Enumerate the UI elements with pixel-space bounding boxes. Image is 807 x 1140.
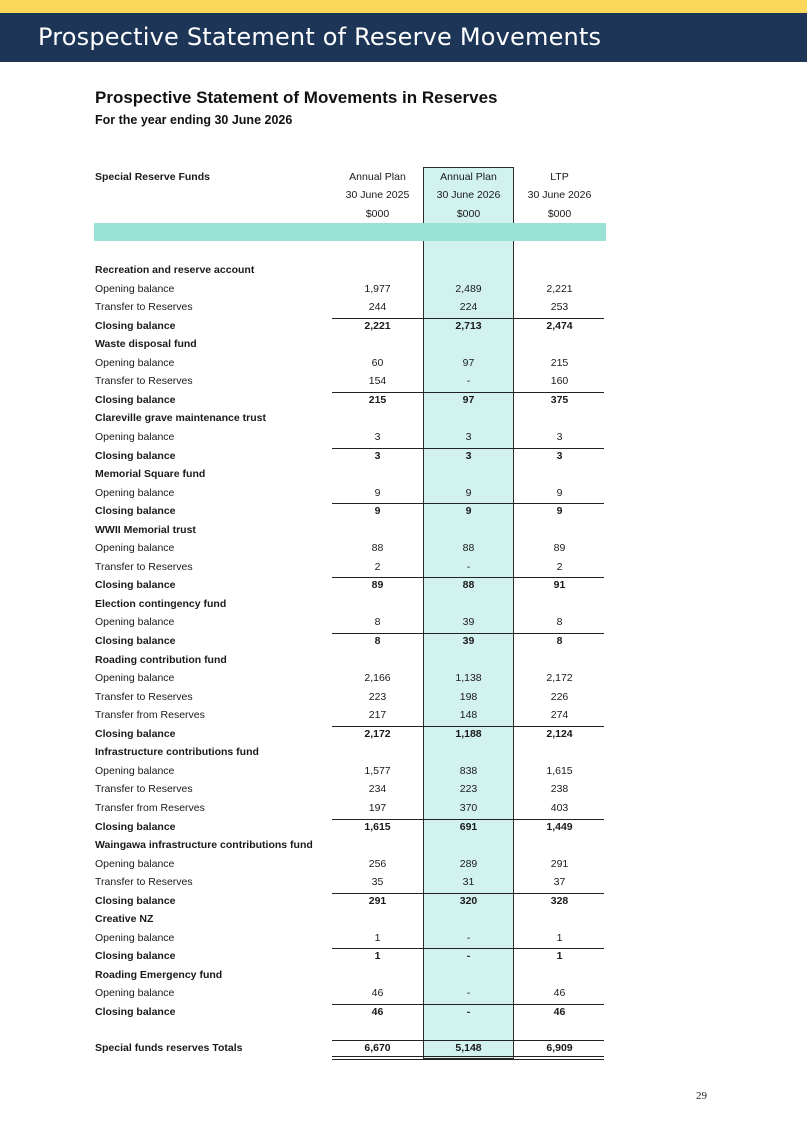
- banner-title: Prospective Statement of Reserve Movements: [38, 23, 602, 51]
- fund-name: Roading Emergency fund: [95, 968, 223, 981]
- cell-value-col2: -: [466, 931, 471, 944]
- row-label: Transfer to Reserves: [95, 560, 193, 573]
- cell-value-col3: 375: [550, 393, 569, 406]
- row-label: Opening balance: [95, 542, 175, 555]
- cell-value-col3: 2: [556, 560, 563, 573]
- rule-above: [332, 633, 604, 634]
- cell-value-col3: 8: [556, 635, 563, 647]
- row-label: Opening balance: [95, 356, 175, 369]
- row-label: Opening balance: [95, 616, 175, 629]
- table-row: [0, 355, 807, 373]
- cell-value-col1: 9: [374, 486, 381, 499]
- fund-heading-row: [0, 744, 807, 762]
- cell-value-col2: -: [466, 560, 471, 573]
- cell-value-col2: 1,138: [455, 672, 482, 685]
- table-row: [0, 763, 807, 781]
- row-label: Closing balance: [95, 894, 176, 907]
- row-label: Closing balance: [95, 319, 176, 332]
- cell-value-col2: 320: [459, 894, 478, 907]
- row-label: Closing balance: [95, 505, 176, 518]
- column-header-3-line1: LTP: [550, 171, 569, 183]
- table-row: [0, 299, 807, 317]
- fund-name: Creative NZ: [95, 913, 154, 926]
- row-label: Opening balance: [95, 672, 175, 685]
- table-row: [0, 689, 807, 707]
- cell-value-col3: 1: [556, 950, 563, 963]
- cell-value-col2: 97: [462, 356, 475, 369]
- cell-value-col2: -: [466, 987, 471, 1000]
- cell-value-col2: 370: [459, 801, 478, 814]
- cell-value-col1: 60: [371, 356, 384, 369]
- cell-value-col3: 238: [550, 783, 569, 796]
- row-label: Closing balance: [95, 449, 176, 462]
- cell-value-col1: 9: [374, 505, 381, 518]
- cell-value-col2: -: [466, 950, 471, 963]
- cell-value-col2: 5,148: [455, 1042, 482, 1054]
- table-row: [0, 856, 807, 874]
- fund-heading-row: [0, 837, 807, 855]
- row-label: Opening balance: [95, 857, 175, 870]
- row-label: Closing balance: [95, 727, 176, 740]
- cell-value-col3: 46: [553, 1006, 566, 1018]
- row-label: Transfer to Reserves: [95, 690, 193, 703]
- rule-above: [332, 1004, 604, 1005]
- rule-above: [332, 1040, 604, 1041]
- fund-name: Waingawa infrastructure contributions fund: [95, 839, 313, 852]
- cell-value-col1: 1,577: [364, 764, 391, 777]
- cell-value-col1: 89: [371, 579, 384, 592]
- row-label: Opening balance: [95, 486, 175, 499]
- cell-value-col2: 148: [459, 709, 478, 722]
- cell-value-col3: 1: [556, 931, 563, 944]
- cell-value-col2: 88: [462, 579, 475, 592]
- table-row: [0, 670, 807, 688]
- column-header-2-line2: 30 June 2026: [436, 189, 501, 201]
- cell-value-col1: 1: [374, 950, 381, 963]
- page-number: 29: [696, 1090, 707, 1102]
- cell-value-col3: 9: [556, 486, 563, 499]
- cell-value-col1: 6,670: [364, 1042, 391, 1054]
- row-label: Transfer to Reserves: [95, 876, 193, 889]
- cell-value-col3: 6,909: [546, 1042, 573, 1054]
- cell-value-col1: 197: [368, 801, 387, 814]
- column-header-1-line2: 30 June 2025: [345, 189, 410, 201]
- table-row: [0, 373, 807, 391]
- cell-value-col3: 160: [550, 375, 569, 388]
- cell-value-col3: 3: [556, 449, 563, 462]
- table-row: [0, 985, 807, 1003]
- totals-row: [0, 1040, 807, 1058]
- rule-above: [332, 503, 604, 504]
- fund-heading-row: [0, 522, 807, 540]
- cell-value-col2: -: [466, 1006, 471, 1018]
- row-label: Closing balance: [95, 820, 176, 833]
- totals-label: Special funds reserves Totals: [95, 1042, 243, 1054]
- rule-above: [332, 392, 604, 393]
- cell-value-col1: 223: [368, 690, 387, 703]
- cell-value-col3: 89: [553, 542, 566, 555]
- cell-value-col3: 226: [550, 690, 569, 703]
- fund-heading-row: [0, 336, 807, 354]
- cell-value-col3: 8: [556, 616, 563, 629]
- row-label: Closing balance: [95, 579, 176, 592]
- cell-value-col3: 291: [550, 857, 569, 870]
- row-label: Opening balance: [95, 430, 175, 443]
- cell-value-col1: 46: [371, 1006, 384, 1018]
- cell-value-col3: 274: [550, 709, 569, 722]
- row-label: Transfer to Reserves: [95, 301, 193, 314]
- cell-value-col3: 2,474: [546, 319, 573, 332]
- fund-name: WWII Memorial trust: [95, 523, 196, 536]
- cell-value-col2: 3: [465, 430, 472, 443]
- rule-above: [332, 726, 604, 727]
- fund-name: Recreation and reserve account: [95, 264, 255, 276]
- cell-value-col2: 838: [459, 764, 478, 777]
- cell-value-col1: 244: [368, 301, 387, 314]
- fund-heading-row: [0, 967, 807, 985]
- cell-value-col2: 9: [465, 486, 472, 499]
- row-label: Transfer from Reserves: [95, 709, 205, 722]
- row-label: Transfer to Reserves: [95, 375, 193, 388]
- cell-value-col1: 1,977: [364, 282, 391, 295]
- row-label: Closing balance: [95, 393, 176, 406]
- cell-value-col3: 91: [553, 579, 566, 592]
- cell-value-col1: 8: [374, 616, 381, 629]
- rule-above: [332, 819, 604, 820]
- row-header-label: Special Reserve Funds: [95, 171, 210, 183]
- cell-value-col2: 224: [459, 301, 478, 314]
- row-label: Closing balance: [95, 635, 176, 647]
- fund-heading-row: [0, 410, 807, 428]
- cell-value-col3: 328: [550, 894, 569, 907]
- cell-value-col1: 291: [368, 894, 387, 907]
- table-row: [0, 707, 807, 725]
- cell-value-col1: 3: [374, 449, 381, 462]
- table-row: [0, 781, 807, 799]
- table-row: [0, 281, 807, 299]
- cell-value-col3: 253: [550, 301, 569, 314]
- table-row: [0, 800, 807, 818]
- row-label: Transfer to Reserves: [95, 783, 193, 796]
- table-row: [0, 874, 807, 892]
- fund-name: Roading contribution fund: [95, 653, 227, 666]
- fund-name: Infrastructure contributions fund: [95, 746, 259, 759]
- fund-name: Election contingency fund: [95, 597, 227, 610]
- cell-value-col1: 46: [371, 987, 384, 1000]
- closing-balance-row: [0, 503, 807, 521]
- column-header-3-line2: 30 June 2026: [527, 189, 592, 201]
- cell-value-col3: 46: [553, 987, 566, 1000]
- cell-value-col3: 37: [553, 876, 566, 889]
- cell-value-col2: 3: [465, 449, 472, 462]
- cell-value-col1: 154: [368, 375, 387, 388]
- cell-value-col2: -: [466, 375, 471, 388]
- cell-value-col1: 2,221: [364, 319, 391, 332]
- fund-heading-row: [0, 596, 807, 614]
- cell-value-col2: 2,489: [455, 282, 482, 295]
- closing-balance-row: [0, 819, 807, 837]
- fund-heading-row: [0, 262, 807, 280]
- cell-value-col2: 97: [462, 393, 475, 406]
- document-title: Prospective Statement of Movements in Reserves: [95, 88, 498, 107]
- table-row: [0, 429, 807, 447]
- cell-value-col1: 1,615: [364, 820, 391, 833]
- table-row: [0, 485, 807, 503]
- table-row: [0, 930, 807, 948]
- document-subtitle: For the year ending 30 June 2026: [95, 113, 293, 127]
- closing-balance-row: [0, 448, 807, 466]
- cell-value-col2: 1,188: [455, 727, 482, 740]
- rule-above: [332, 893, 604, 894]
- cell-value-col3: 215: [550, 356, 569, 369]
- cell-value-col1: 2,172: [364, 727, 391, 740]
- cell-value-col3: 2,221: [546, 282, 573, 295]
- rule-above: [332, 948, 604, 949]
- cell-value-col1: 35: [371, 876, 384, 889]
- cell-value-col1: 215: [368, 393, 387, 406]
- cell-value-col3: 1,615: [546, 764, 573, 777]
- cell-value-col1: 1: [374, 931, 381, 944]
- row-label: Opening balance: [95, 987, 175, 1000]
- row-label: Closing balance: [95, 1006, 176, 1018]
- table-row: [0, 540, 807, 558]
- table-row: [0, 559, 807, 577]
- cell-value-col3: 3: [556, 430, 563, 443]
- rule-above: [332, 448, 604, 449]
- cell-value-col2: 223: [459, 783, 478, 796]
- cell-value-col2: 289: [459, 857, 478, 870]
- fund-name: Memorial Square fund: [95, 468, 206, 481]
- cell-value-col2: 691: [459, 820, 478, 833]
- closing-balance-row: [0, 1004, 807, 1022]
- cell-value-col3: 2,172: [546, 672, 573, 685]
- cell-value-col3: 1,449: [546, 820, 573, 833]
- fund-name: Clareville grave maintenance trust: [95, 412, 266, 425]
- column-header-1-line1: Annual Plan: [349, 171, 406, 183]
- closing-balance-row: [0, 726, 807, 744]
- cell-value-col2: 9: [465, 505, 472, 518]
- cell-value-col1: 217: [368, 709, 387, 722]
- top-accent-stripe: [0, 0, 807, 13]
- table-row: [0, 614, 807, 632]
- cell-value-col3: 403: [550, 801, 569, 814]
- double-rule-below: [332, 1056, 604, 1060]
- rule-above: [332, 577, 604, 578]
- cell-value-col1: 234: [368, 783, 387, 796]
- cell-value-col3: 2,124: [546, 727, 573, 740]
- closing-balance-row: [0, 577, 807, 595]
- cell-value-col3: 9: [556, 505, 563, 518]
- column-header-2-line1: Annual Plan: [440, 171, 497, 183]
- cell-value-col2: 88: [462, 542, 475, 555]
- cell-value-col2: 39: [462, 616, 475, 629]
- row-label: Opening balance: [95, 282, 175, 295]
- row-label: Transfer from Reserves: [95, 801, 205, 814]
- cell-value-col1: 2,166: [364, 672, 391, 685]
- row-label: Opening balance: [95, 764, 175, 777]
- cell-value-col1: 3: [374, 430, 381, 443]
- row-label: Opening balance: [95, 931, 175, 944]
- table-header-divider-bar: [94, 223, 606, 241]
- fund-heading-row: [0, 911, 807, 929]
- closing-balance-row: [0, 633, 807, 651]
- column-header-3-line3: $000: [547, 208, 572, 220]
- cell-value-col2: 2,713: [455, 319, 482, 332]
- cell-value-col2: 198: [459, 690, 478, 703]
- cell-value-col2: 39: [462, 635, 475, 647]
- closing-balance-row: [0, 948, 807, 966]
- cell-value-col1: 256: [368, 857, 387, 870]
- column-header-1-line3: $000: [365, 208, 390, 220]
- cell-value-col1: 2: [374, 560, 381, 573]
- closing-balance-row: [0, 392, 807, 410]
- cell-value-col1: 88: [371, 542, 384, 555]
- cell-value-col2: 31: [462, 876, 475, 889]
- fund-heading-row: [0, 466, 807, 484]
- column-header-2-line3: $000: [456, 208, 481, 220]
- page-banner: [0, 13, 807, 62]
- row-label: Closing balance: [95, 950, 176, 963]
- fund-name: Waste disposal fund: [95, 338, 197, 351]
- rule-above: [332, 318, 604, 319]
- closing-balance-row: [0, 318, 807, 336]
- fund-heading-row: [0, 652, 807, 670]
- cell-value-col1: 8: [374, 635, 381, 647]
- closing-balance-row: [0, 893, 807, 911]
